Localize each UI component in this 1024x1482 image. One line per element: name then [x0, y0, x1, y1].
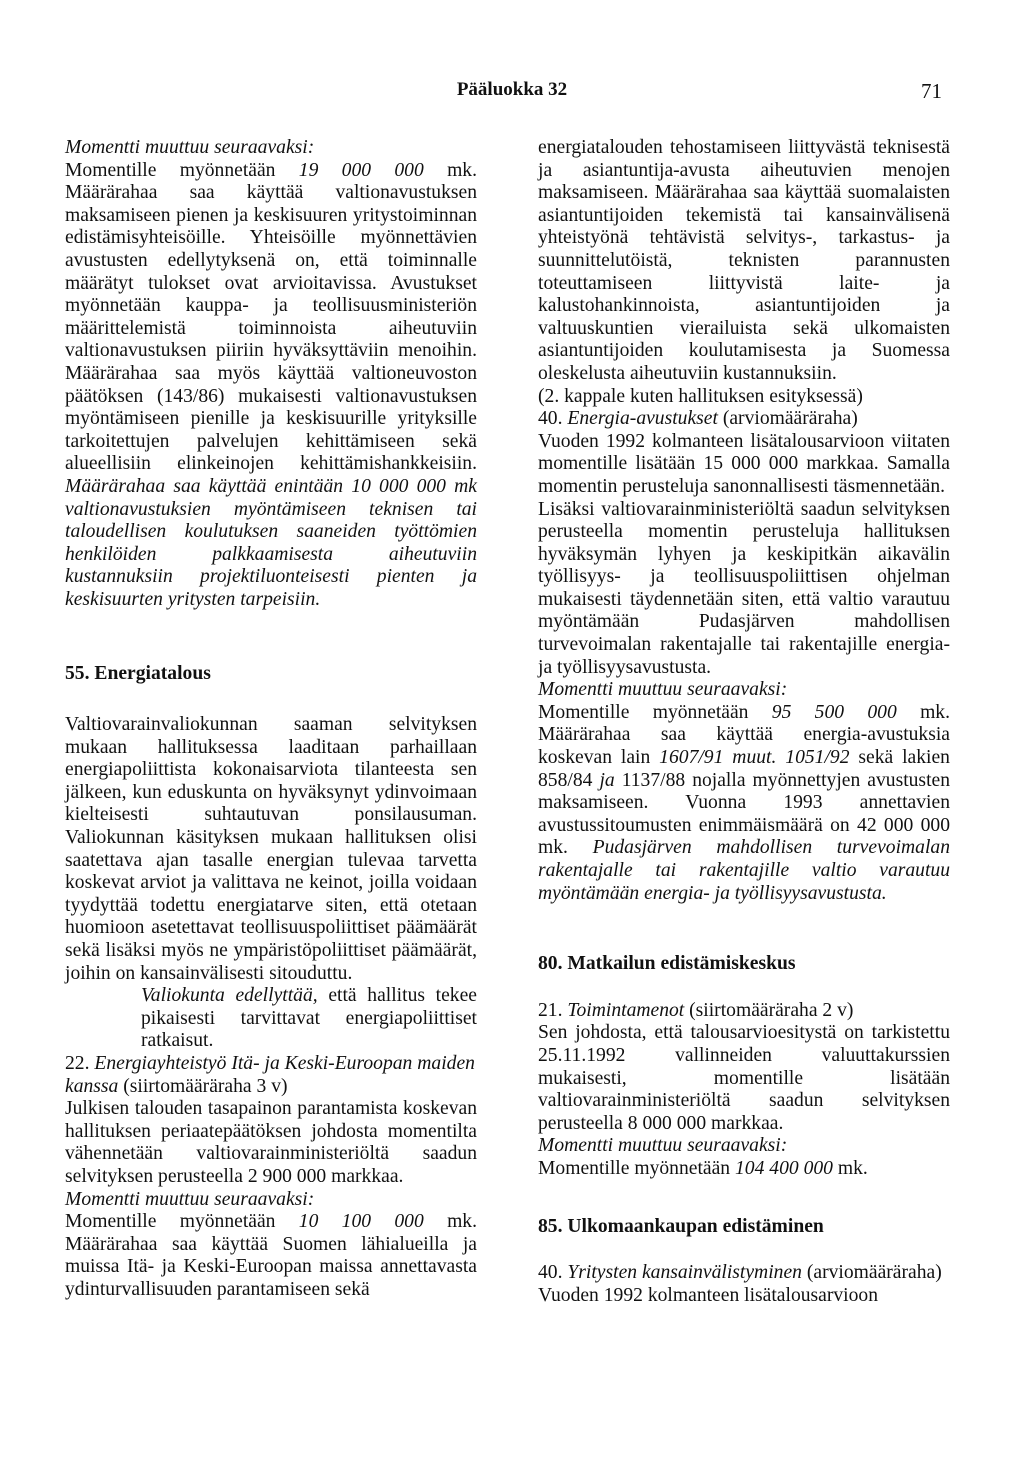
page-number: 71	[921, 79, 942, 103]
section-label: Momentti muuttuu seuraavaksi:	[538, 679, 788, 701]
paragraph: Julkisen talouden tasapainon parantamista koskevan hallituksen periaatepäätöksen johdosta momentilta vähennetään valtiovarainministeriöltä saadun selvityksen perusteella 2 900 000 markkaa.	[65, 1098, 477, 1187]
paragraph: energiatalouden tehostamiseen liittyvästä teknisestä ja asiantuntija-avusta aiheutuvien menojen maksamiseen. Määrärahaa saa käyttää suomalaisten asiantuntijoiden tekemistä tai kansainvälisenä yhteistyönä tehtävistä selvitys-, tarkastus- ja suunnittelutöistä, teknisten parannusten toteuttamiseen liittyvistä laite- ja kalustohankinnoista, asiantuntijoiden ja valtuuskuntien vierailuista sekä ulkomaisten asiantuntijoiden koulutamisesta ja Suomessa oleskelusta aiheutuviin kustannuksiin.	[538, 137, 950, 384]
paragraph: Valiokunta edellyttää, että hallitus tekee pikaisesti tarvittavat energiapoliittiset ratkaisut.	[141, 985, 477, 1052]
right-column	[538, 137, 950, 1307]
left-column	[65, 137, 477, 1302]
paragraph: Momentti muuttuu seuraavaksi: Momentille myönnetään 10 100 000 mk. Määrärahaa saa käyttää Suomen lähialueilla ja muissa Itä- ja Keski-Euroopan maissa annettavasta ydinturvallisuuden parantamiseen sekä	[65, 1188, 478, 1300]
section-label: Momentti muuttuu seuraavaksi:	[538, 1135, 788, 1157]
paragraph: Momentti muuttuu seuraavaksi: Momentille myönnetään 19 000 000 mk. Määrärahaa saa käyttää valtionavustuksen maksamiseen pienen ja keskisuuren yritystoiminnan edistämisyhteisöille. Yhteisöille myönnettävien avustusten edellytyksenä on, että toiminnalle määrätyt tulokset ovat arvioitavissa. Avustukset myönnetään kauppa- ja teollisuusministeriön määrittelemistä toiminnoista aiheutuviin valtionavustuksen piiriin hyväksyttäviin menoihin. Määrärahaa saa myös käyttää valtioneuvoston päätöksen (143/86) mukaisesti valtionavustuksen myöntämiseen pienille ja keskisuurille yrityksille tarkoitettujen palvelujen kehittämiseen sekä alueellisiin elinkeinojen kehittämishankkeisiin. Määrärahaa saa käyttää enintään 10 000 000 mk valtionavustuksien myöntämiseen teknisen tai taloudellisen koulutuksen saaneiden työttömien henkilöiden palkkaamisesta aiheutuviin kustannuksiin projektiluonteisesti pienten ja keskisuurten yritysten tarpeisiin.	[65, 137, 478, 610]
paragraph: Lisäksi valtiovarainministeriöltä saadun selvityksen perusteella momentin perusteluja hallituksen hyväksymän lyhyen ja keskipitkän aikavälin työllisyys- ja teollisuuspoliittisen ohjelman mukaisesti täydennetään siten, että valtio varautuu myöntämään Pudasjärven mahdollisen turvevoimalan rakentajalle tai rakentajille energia- ja työllisyysavustusta.	[538, 498, 950, 678]
section-heading: 80. Matkailun edistämiskeskus	[538, 953, 796, 975]
running-header-title: Pääluokka 32	[456, 79, 568, 100]
paragraph: 21. Toimintamenot (siirtomääräraha 2 v)	[538, 999, 854, 1021]
paragraph: Vuoden 1992 kolmanteen lisätalousarvioon	[538, 1284, 879, 1306]
paragraph: Momentti muuttuu seuraavaksi: Momentille myönnetään 104 400 000 mk.	[538, 1135, 868, 1179]
paragraph: 22. Energiayhteistyö Itä- ja Keski-Euroopan maiden kanssa (siirtomääräraha 3 v)	[65, 1052, 475, 1097]
section-label: Momentti muuttuu seuraavaksi:	[65, 137, 315, 158]
section-heading: 85. Ulkomaankaupan edistäminen	[538, 1215, 824, 1237]
paragraph: Valtiovarainvaliokunnan saaman selvityksen mukaan hallituksessa laaditaan parhaillaan energiapoliittista kokonaisarviota tilanteesta sen jälkeen, kun eduskunta on hyväksynyt ydinvoimaan kielteisesti suhtautuvan ponsilausuman. Valiokunnan käsityksen mukaan hallituksen olisi saatettava ajan tasalle energian tulevaa tarvetta koskevat arviot ja valittava ne keinot, joilla voidaan tyydyttää todettu energiatarve siten, että otetaan huomioon asetettavat teollisuuspoliittiset päämäärät sekä lisäksi myös ne ympäristöpoliittiset päämäärät, joihin on kansainvälisesti sitouduttu.	[65, 714, 477, 984]
section-label: Momentti muuttuu seuraavaksi:	[65, 1188, 315, 1210]
paragraph: 40. Yritysten kansainvälistyminen (arviomääräraha)	[538, 1262, 942, 1284]
section-heading: 55. Energiatalous	[65, 663, 211, 685]
paragraph: Sen johdosta, että talousarvioesitystä on tarkistettu 25.11.1992 vallinneiden valuuttakurssien mukaisesti, momentille lisätään valtiovarainministeriöltä saadun selvityksen perusteella 8 000 000 markkaa.	[538, 1022, 950, 1134]
paragraph: Momentti muuttuu seuraavaksi: Momentille myönnetään 95 500 000 mk. Määrärahaa saa käyttää energia-avustuksia koskevan lain 1607/91 muut. 1051/92 sekä lakien 858/84 ja 1137/88 nojalla myönnettyjen avustusten maksamiseen. Vuonna 1993 annettavien avustussitoumusten enimmäismäärä on 42 000 000 mk. Pudasjärven mahdollisen turvevoimalan rakentajalle tai rakentajille valtio varautuu myöntämään energia- ja työllisyysavustusta.	[538, 679, 951, 904]
paragraph: Vuoden 1992 kolmanteen lisätalousarvioon viitaten momentille lisätään 15 000 000 markkaa. Samalla momentin perusteluja sanonnallisesti täsmennetään.	[538, 430, 950, 497]
paragraph: 40. Energia-avustukset (arviomääräraha)	[538, 408, 858, 430]
paragraph: (2. kappale kuten hallituksen esityksessä)	[538, 385, 863, 407]
